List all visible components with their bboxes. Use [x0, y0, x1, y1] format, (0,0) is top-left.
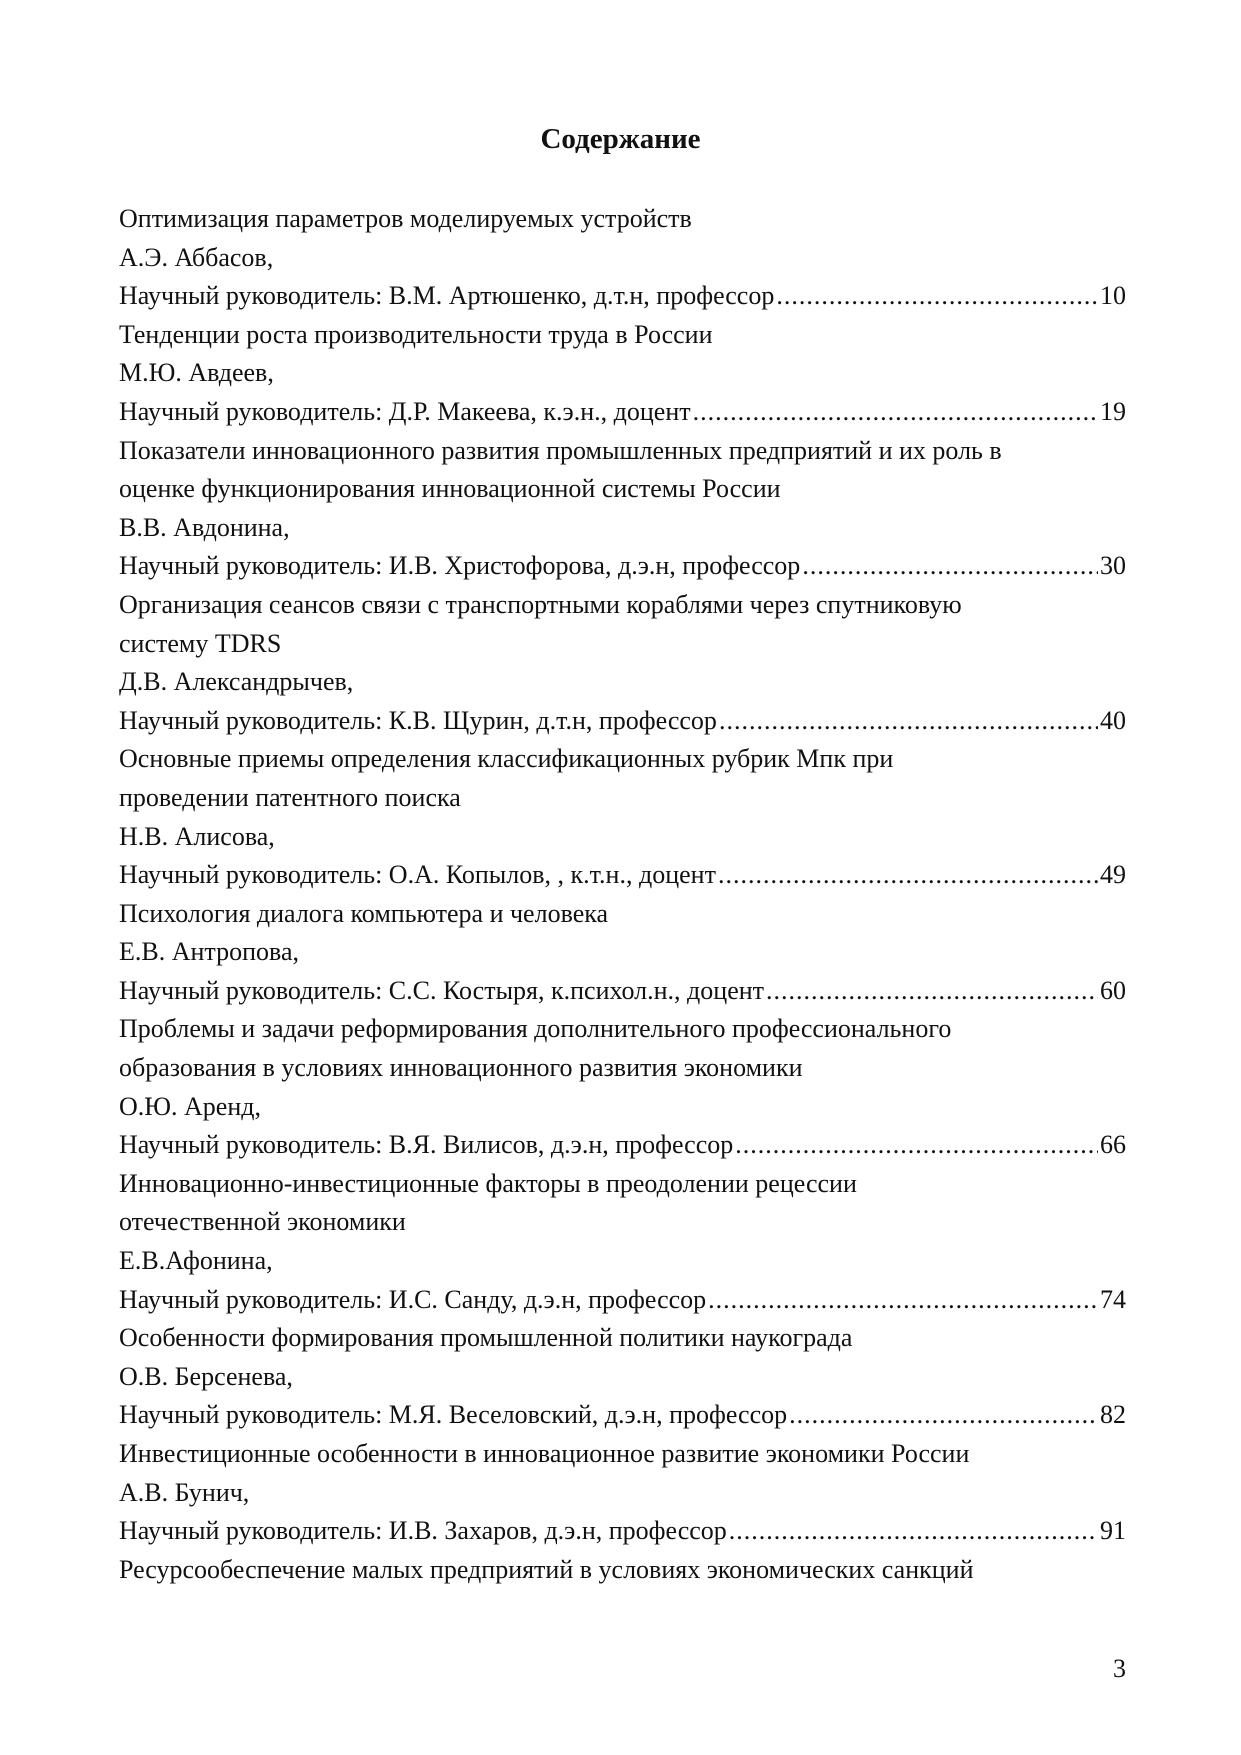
toc-entry-author: О.Ю. Аренд, — [119, 1091, 261, 1121]
toc-entry[interactable] — [119, 586, 1126, 740]
dot-leader — [693, 393, 1098, 432]
toc-entry-supervisor: Научный руководитель: О.А. Копылов, , к.т.н., доцент — [119, 860, 716, 890]
toc-entry-supervisor: Научный руководитель: В.Я. Вилисов, д.э.н, профессор — [119, 1130, 734, 1160]
dot-leader — [776, 277, 1098, 316]
toc-entry[interactable] — [119, 1165, 1126, 1319]
toc-entry[interactable] — [119, 316, 1126, 432]
toc-entry-page: 49 — [1100, 860, 1126, 890]
toc-entry-supervisor-row — [119, 393, 1126, 432]
toc-entry-title: образования в условиях инновационного развития экономики — [119, 1053, 803, 1083]
toc-entry[interactable] — [119, 895, 1126, 1011]
toc-entry-title: Основные приемы определения классификационных рубрик Мпк при — [119, 744, 894, 774]
toc-entry-page: 19 — [1100, 396, 1126, 426]
dot-leader — [789, 1396, 1098, 1435]
toc-entry[interactable] — [119, 1435, 1126, 1551]
toc-entry[interactable] — [119, 1551, 1126, 1590]
toc-entry-page: 66 — [1100, 1130, 1126, 1160]
toc-entry-page: 82 — [1100, 1400, 1126, 1430]
toc-entry-author: А.В. Бунич, — [119, 1477, 250, 1507]
toc-entry-title: Особенности формирования промышленной политики наукограда — [119, 1323, 853, 1353]
toc-entry-author: М.Ю. Авдеев, — [119, 358, 274, 388]
toc-entry-author: Е.В.Афонина, — [119, 1246, 273, 1276]
toc-entry-title: Проблемы и задачи реформирования дополнительного профессионального — [119, 1014, 952, 1044]
toc-entry-supervisor: Научный руководитель: М.Я. Веселовский, д.э.н, профессор — [119, 1400, 788, 1430]
toc-entry-supervisor: Научный руководитель: В.М. Артюшенко, д.т.н, профессор — [119, 281, 775, 311]
toc-entry-author: Н.В. Алисова, — [119, 821, 275, 851]
toc-entry-supervisor: Научный руководитель: И.В. Христофорова, д.э.н, профессор — [119, 551, 801, 581]
toc-entry-supervisor-row — [119, 702, 1126, 741]
toc-entry-title: систему TDRS — [119, 628, 282, 658]
toc-entry-supervisor-row — [119, 1396, 1126, 1435]
toc-entry-author: О.В. Берсенева, — [119, 1361, 293, 1391]
table-of-contents — [119, 200, 1126, 1589]
toc-entry-supervisor-row — [119, 1126, 1126, 1165]
toc-entry-page: 91 — [1100, 1516, 1126, 1546]
toc-entry-title: Ресурсообеспечение малых предприятий в условиях экономических санкций — [119, 1554, 974, 1584]
dot-leader — [718, 856, 1098, 895]
toc-entry-title: Организация сеансов связи с транспортными кораблями через спутниковую — [119, 589, 962, 619]
toc-entry[interactable] — [119, 1010, 1126, 1164]
toc-entry-title: оценке функционирования инновационной системы России — [119, 474, 781, 504]
toc-entry-supervisor-row — [119, 547, 1126, 586]
toc-entry-supervisor-row — [119, 277, 1126, 316]
toc-entry-page: 74 — [1100, 1284, 1126, 1314]
toc-entry-page: 10 — [1100, 281, 1126, 311]
dot-leader — [766, 972, 1098, 1011]
toc-entry-supervisor-row — [119, 856, 1126, 895]
toc-entry-supervisor: Научный руководитель: И.В. Захаров, д.э.н, профессор — [119, 1516, 727, 1546]
toc-entry-title: Тенденции роста производительности труда в России — [119, 319, 713, 349]
toc-entry-page: 30 — [1100, 551, 1126, 581]
toc-entry-author: А.Э. Аббасов, — [119, 242, 274, 272]
toc-entry[interactable] — [119, 740, 1126, 894]
toc-entry-supervisor: Научный руководитель: К.В. Щурин, д.т.н, профессор — [119, 705, 717, 735]
toc-entry[interactable] — [119, 1319, 1126, 1435]
toc-entry-supervisor: Научный руководитель: Д.Р. Макеева, к.э.н., доцент — [119, 396, 691, 426]
dot-leader — [729, 1512, 1098, 1551]
toc-entry-title: Показатели инновационного развития промышленных предприятий и их роль в — [119, 435, 1002, 465]
toc-entry-title: Оптимизация параметров моделируемых устройств — [119, 204, 692, 233]
toc-entry-title: отечественной экономики — [119, 1207, 406, 1237]
toc-entry-title: проведении патентного поиска — [119, 782, 461, 812]
dot-leader — [735, 1126, 1098, 1165]
toc-entry-supervisor-row — [119, 972, 1126, 1011]
toc-entry-author: В.В. Авдонина, — [119, 512, 290, 542]
toc-entry-supervisor-row — [119, 1512, 1126, 1551]
page-number: 3 — [1113, 1654, 1126, 1683]
toc-entry-page: 40 — [1100, 705, 1126, 735]
toc-entry[interactable] — [119, 200, 1126, 316]
toc-entry-title: Инвестиционные особенности в инновационное развитие экономики России — [119, 1439, 970, 1468]
toc-entry-title: Инновационно-инвестиционные факторы в преодолении рецессии — [119, 1168, 857, 1198]
page-title: Содержание — [540, 123, 701, 155]
toc-entry-title: Психология диалога компьютера и человека — [119, 898, 609, 928]
toc-entry-supervisor: Научный руководитель: С.С. Костыря, к.психол.н., доцент — [119, 975, 765, 1005]
dot-leader — [802, 547, 1098, 586]
toc-entry-supervisor: Научный руководитель: И.С. Санду, д.э.н, профессор — [119, 1284, 707, 1314]
toc-entry-page: 60 — [1100, 975, 1126, 1005]
toc-entry-author: Д.В. Александрычев, — [119, 667, 354, 697]
dot-leader — [719, 702, 1098, 741]
dot-leader — [708, 1281, 1098, 1320]
toc-entry-author: Е.В. Антропова, — [119, 937, 299, 967]
toc-entry-supervisor-row — [119, 1281, 1126, 1320]
toc-entry[interactable] — [119, 432, 1126, 586]
